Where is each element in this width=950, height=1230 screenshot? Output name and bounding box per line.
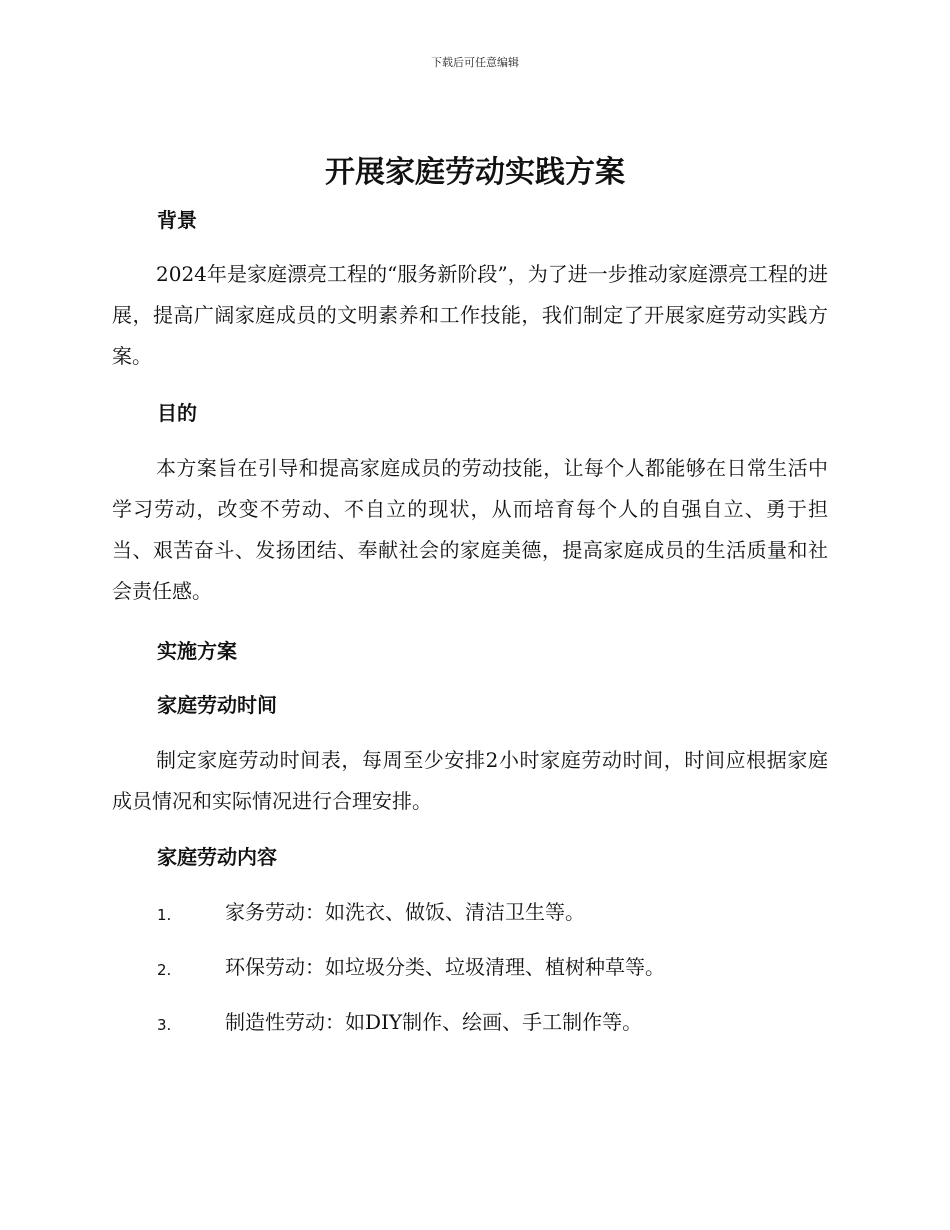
purpose-paragraph: 本方案旨在引导和提高家庭成员的劳动技能，让每个人都能够在日常生活中学习劳动，改变不劳动、不自立的现状，从而培育每个人的自强自立、勇于担当、艰苦奋斗、发扬团结、奉献社会的家庭美德，提高家庭成员的生活质量和社会责任感。 <box>112 456 828 603</box>
list-item-number: 3. <box>157 1016 172 1034</box>
section-heading-implementation: 实施方案 <box>157 639 237 663</box>
section-heading-labor-time: 家庭劳动时间 <box>157 693 277 717</box>
section-heading-labor-content: 家庭劳动内容 <box>157 845 277 869</box>
list-item-text: 制造性劳动：如DIY制作、绘画、手工制作等。 <box>225 1010 643 1034</box>
section-heading-purpose: 目的 <box>157 401 197 425</box>
list-item-number: 2. <box>157 961 172 979</box>
list-item-text: 家务劳动：如洗衣、做饭、清洁卫生等。 <box>225 900 585 924</box>
page-header-note: 下载后可任意编辑 <box>431 56 519 69</box>
labor-time-paragraph: 制定家庭劳动时间表，每周至少安排2小时家庭劳动时间，时间应根据家庭成员情况和实际情况进行合理安排。 <box>112 748 828 813</box>
document-title: 开展家庭劳动实践方案 <box>325 155 625 190</box>
background-paragraph: 2024年是家庭漂亮工程的“服务新阶段”，为了进一步推动家庭漂亮工程的进展，提高广阔家庭成员的文明素养和工作技能，我们制定了开展家庭劳动实践方案。 <box>112 262 828 368</box>
section-heading-background: 背景 <box>157 208 197 232</box>
list-item-number: 1. <box>157 906 172 924</box>
list-item-text: 环保劳动：如垃圾分类、垃圾清理、植树种草等。 <box>225 955 665 979</box>
